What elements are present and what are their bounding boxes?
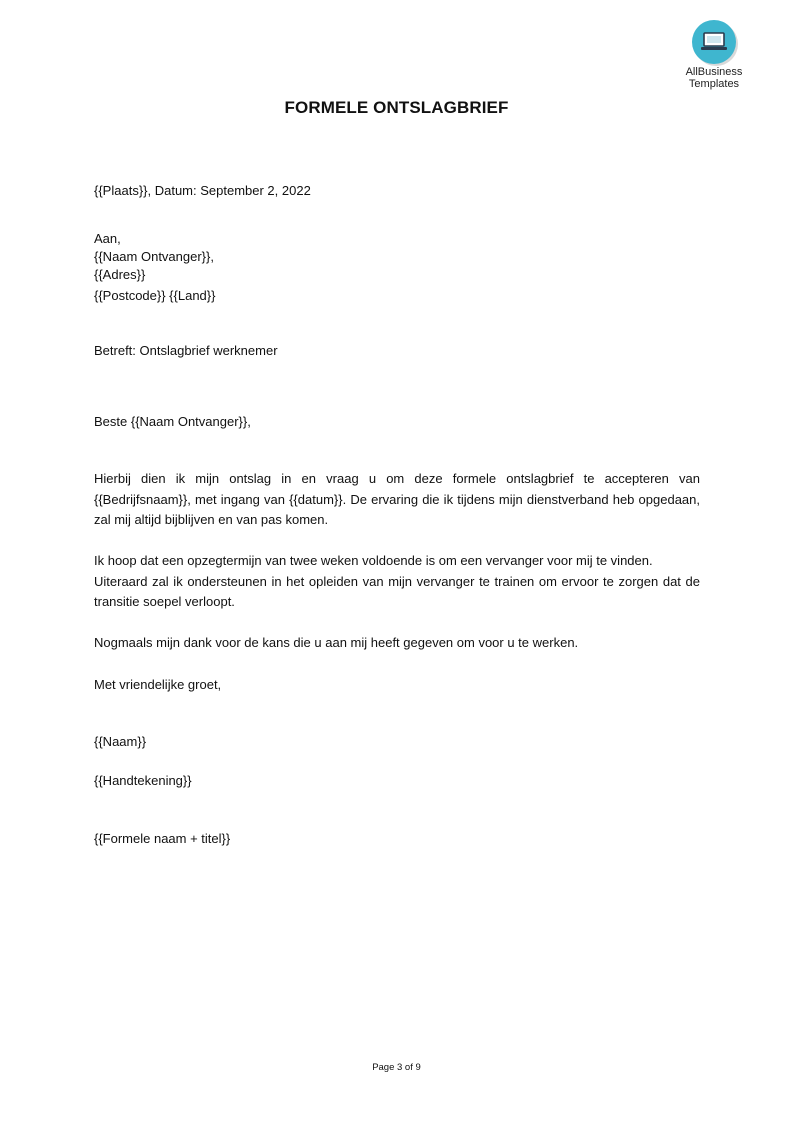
signature-formal-name-title: {{Formele naam + titel}} <box>94 831 231 846</box>
address-to: Aan, <box>94 231 121 246</box>
address-recipient-name: {{Naam Ontvanger}}, <box>94 249 214 264</box>
place-date: {{Plaats}}, Datum: September 2, 2022 <box>94 183 311 198</box>
logo-text <box>676 66 752 90</box>
logo-text-line1: AllBusiness <box>685 66 743 78</box>
document-title: FORMELE ONTSLAGBRIEF <box>284 98 509 117</box>
allbusiness-templates-logo <box>676 20 752 90</box>
page-number-footer: Page 3 of 9 <box>372 1062 421 1073</box>
subject-line: Betreft: Ontslagbrief werknemer <box>94 343 278 358</box>
body-paragraph-2 <box>94 551 700 613</box>
address-street: {{Adres}} <box>94 267 146 282</box>
greeting: Beste {{Naam Ontvanger}}, <box>94 414 251 429</box>
logo-text-line2: Templates <box>688 78 740 90</box>
address-postcode-country: {{Postcode}} {{Land}} <box>94 288 216 303</box>
signature-name: {{Naam}} <box>94 734 147 749</box>
laptop-icon-graphic <box>701 32 727 52</box>
signature-handtekening: {{Handtekening}} <box>94 773 192 788</box>
closing: Met vriendelijke groet, <box>94 677 222 692</box>
body-paragraph-2-line1: Ik hoop dat een opzegtermijn van twee weken voldoende is om een vervanger voor mij te vinden. <box>94 553 653 568</box>
body-paragraph-3: Nogmaals mijn dank voor de kans die u aan mij heeft gegeven om voor u te werken. <box>94 635 579 650</box>
body-paragraph-2-rest: Uiteraard zal ik ondersteunen in het opleiden van mijn vervanger te trainen om ervoor te zorgen dat de transitie soepel verloopt. <box>94 573 700 609</box>
laptop-icon <box>692 20 736 64</box>
body-paragraph-1: Hierbij dien ik mijn ontslag in en vraag u om deze formele ontslagbrief te accepteren van {{Bedrijfsnaam}}, met ingang van {{datum}}. De ervaring die ik tijdens mijn dienstverband heb opgedaan, zal mij altijd bijblijven en van pas komen. <box>94 471 700 527</box>
